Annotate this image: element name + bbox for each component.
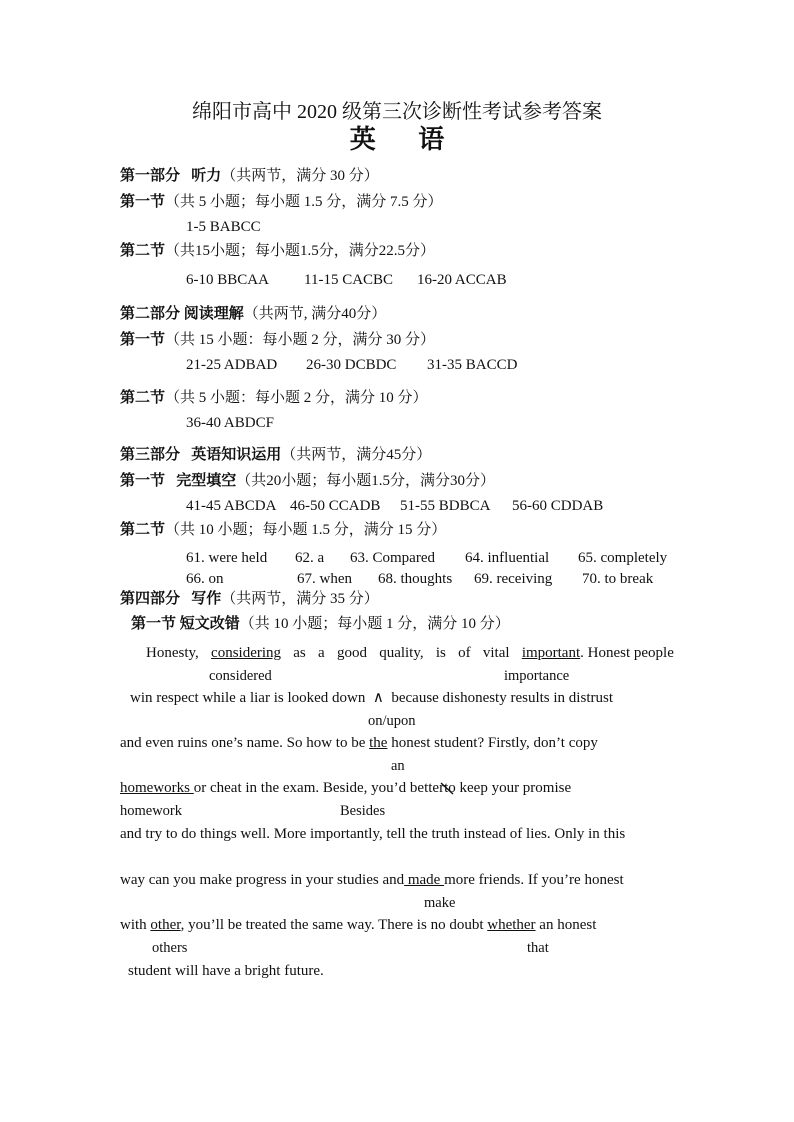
passage-line-7 (120, 916, 596, 934)
insert-caret-icon: ∧ (372, 690, 384, 706)
part1-sec2-answer-3: 16-20 ACCAB (417, 272, 507, 288)
part2-label: 第二部分 (120, 306, 181, 322)
correction-an: an (391, 758, 405, 774)
error-important: important (521, 645, 581, 661)
error-other: other (150, 917, 181, 933)
part4-label: 第四部分 (120, 591, 181, 607)
part1-label: 第一部分 (120, 168, 181, 184)
passage-line-4 (120, 779, 571, 797)
part3-info: （共两节，满分45分） (281, 447, 432, 463)
grammar-answer-66: 66. on (186, 571, 224, 587)
passage-line-5: and try to do things well. More importantly, tell the truth instead of lies. Only in this (120, 826, 626, 842)
part2-sec1-answer-1: 21-25 ADBAD (186, 357, 278, 373)
correction-make: make (424, 895, 456, 911)
correction-that: that (527, 940, 549, 956)
passage-word: good (336, 645, 367, 661)
passage-text: because dishonesty results in distrust (391, 690, 613, 706)
passage-word: of (458, 645, 471, 661)
error-made: made (404, 872, 445, 888)
part3-sec1-info: （共20小题；每小题1.5分，满分30分） (236, 473, 496, 489)
error-considering: considering (211, 645, 282, 661)
part2-sec1-info: （共 15 小题：每小题 2 分，满分 30 分） (165, 332, 436, 348)
part2-heading (120, 305, 386, 323)
passage-line-1 (146, 644, 674, 662)
correction-importance: importance (504, 668, 570, 684)
part3-heading (120, 446, 431, 464)
part1-heading (120, 167, 379, 185)
part3-name: 英语知识运用 (191, 447, 282, 463)
passage-word: vital (482, 645, 510, 661)
deleted-to (444, 780, 456, 796)
part3-sec1-answer-4: 56-60 CDDAB (512, 498, 604, 514)
passage-word: is (435, 645, 446, 661)
part3-sec1-label: 第一节 (120, 473, 166, 489)
passage-text: and even ruins one’s name. So how to be (120, 735, 370, 751)
correction-considered: considered (209, 668, 272, 684)
part1-sec1-answers: 1-5 BABCC (186, 219, 261, 235)
passage-line-8: student will have a bright future. (128, 963, 324, 979)
passage-word: . Honest people (580, 645, 674, 661)
correction-on-upon: on/upon (368, 713, 416, 729)
part3-sec1-answer-1: 41-45 ABCDA (186, 498, 277, 514)
part1-sec1-label: 第一节 (120, 194, 166, 210)
part4-sec1-heading (131, 615, 510, 633)
part4-name: 写作 (191, 591, 222, 607)
passage-word: Honesty, (146, 645, 199, 661)
part3-sec1-answer-3: 51-55 BDBCA (400, 498, 491, 514)
part3-sec2-info: （共 10 小题；每小题 1.5 分，满分 15 分） (165, 522, 447, 538)
part3-sec2-label: 第二节 (120, 522, 166, 538)
part4-sec1-info: （共 10 小题；每小题 1 分，满分 10 分） (239, 616, 510, 632)
grammar-answer-65: 65. completely (578, 550, 668, 566)
part2-sec1-answer-2: 26-30 DCBDC (306, 357, 397, 373)
part2-sec2-heading (120, 389, 428, 407)
passage-text: with (120, 917, 151, 933)
part3-label: 第三部分 (120, 447, 181, 463)
part1-sec2-answer-1: 6-10 BBCAA (186, 272, 269, 288)
passage-word: as (293, 645, 306, 661)
passage-line-3 (120, 734, 598, 752)
passage-text: honest student? Firstly, don’t copy (387, 735, 598, 751)
part2-sec2-label: 第二节 (120, 390, 166, 406)
delete-mark-icon (440, 782, 456, 796)
part2-sec1-label: 第一节 (120, 332, 166, 348)
grammar-answer-63: 63. Compared (350, 550, 435, 566)
grammar-answer-61: 61. were held (186, 550, 268, 566)
passage-line-6 (120, 871, 624, 889)
passage-text: , you’ll be treated the same way. There is no doubt (180, 917, 488, 933)
part4-info: （共两节，满分 35 分） (221, 591, 379, 607)
grammar-answer-62: 62. a (295, 550, 325, 566)
passage-word: a (318, 645, 325, 661)
correction-homework: homework (120, 803, 183, 819)
passage-text: more friends. If you’re honest (444, 872, 624, 888)
correction-others: others (152, 940, 188, 956)
correction-besides: Besides (340, 803, 386, 819)
passage-word-group (522, 644, 674, 662)
grammar-answer-69: 69. receiving (474, 571, 553, 587)
part3-sec1-heading (120, 472, 495, 490)
subject-title: 英 语 (349, 125, 463, 154)
error-homeworks: homeworks (120, 780, 194, 796)
passage-text: way can you make progress in your studies and (120, 872, 405, 888)
error-the: the (369, 735, 388, 751)
part1-sec2-heading (120, 242, 435, 260)
error-whether: whether (487, 917, 536, 933)
passage-word: quality, (379, 645, 424, 661)
part1-sec2-answer-2: 11-15 CACBC (304, 272, 394, 288)
part1-sec2-info: （共15小题；每小题1.5分，满分22.5分） (165, 243, 436, 259)
part2-name: 阅读理解 (183, 306, 244, 322)
part2-info: （共两节, 满分40分） (243, 306, 387, 322)
part1-sec1-heading (120, 193, 443, 211)
part1-name: 听力 (191, 168, 222, 184)
part1-info: （共两节，满分 30 分） (221, 168, 379, 184)
passage-text: keep your promise (455, 780, 572, 796)
part2-sec1-heading (120, 331, 435, 349)
part4-sec1-name: 短文改错 (179, 616, 240, 632)
passage-text: win respect while a liar is looked down (130, 690, 366, 706)
grammar-answer-70: 70. to break (582, 571, 654, 587)
grammar-answer-64: 64. influential (465, 550, 550, 566)
passage-text: or cheat in the exam. Beside, you’d better (193, 780, 445, 796)
part2-sec2-info: （共 5 小题：每小题 2 分，满分 10 分） (165, 390, 428, 406)
part4-heading (120, 590, 379, 608)
passage-line-2 (130, 689, 613, 707)
part3-sec1-name: 完型填空 (176, 473, 237, 489)
part1-sec1-info: （共 5 小题；每小题 1.5 分，满分 7.5 分） (165, 194, 443, 210)
part1-sec2-label: 第二节 (120, 243, 166, 259)
part4-sec1-label: 第一节 (131, 616, 177, 632)
deleted-word: to (444, 780, 456, 796)
passage-text: an honest (535, 917, 597, 933)
grammar-answer-67: 67. when (297, 571, 352, 587)
part3-sec2-heading (120, 521, 446, 539)
part2-sec2-answers: 36-40 ABDCF (186, 415, 274, 431)
part3-sec1-answer-2: 46-50 CCADB (290, 498, 381, 514)
grammar-answer-68: 68. thoughts (378, 571, 453, 587)
part2-sec1-answer-3: 31-35 BACCD (427, 357, 518, 373)
document-title: 绵阳市高中 2020 级第三次诊断性考试参考答案 (192, 101, 602, 123)
